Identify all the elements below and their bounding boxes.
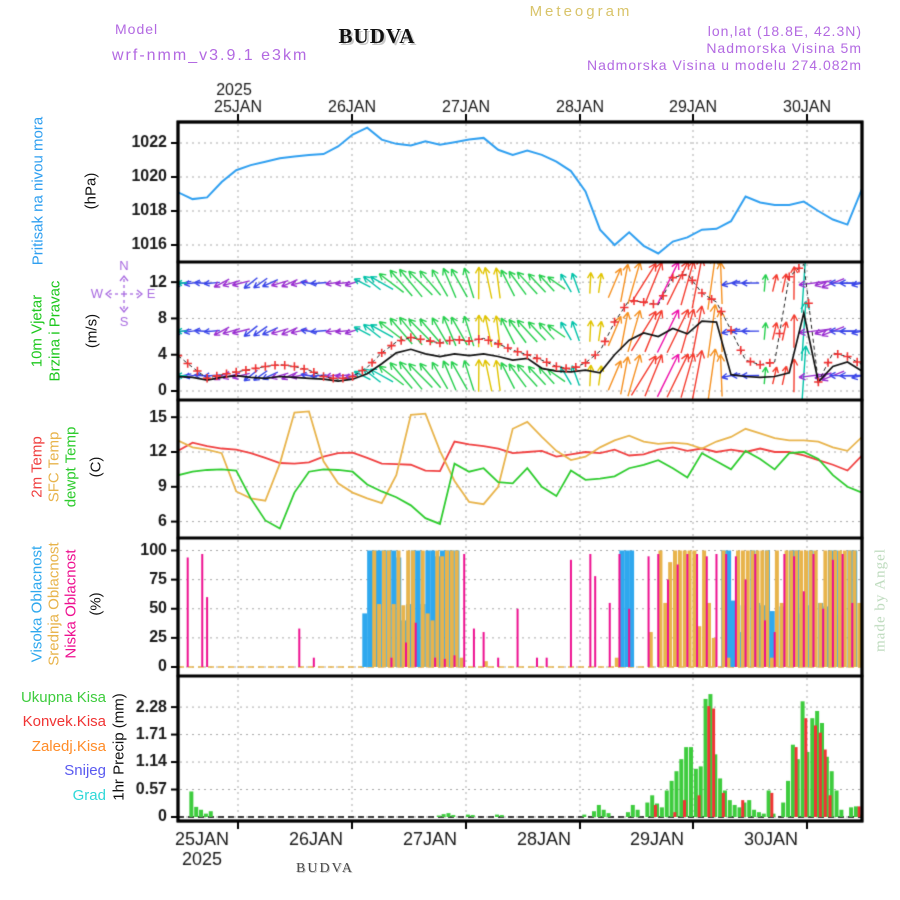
pressure-unit-label: (hPa) — [82, 172, 100, 210]
wind-axis-label-1: 10m Vjetar — [28, 294, 46, 368]
legend-snijeg: Snijeg — [64, 762, 106, 780]
elevation-text: Nadmorska Visina 5m — [706, 40, 862, 56]
precip-unit-label: 1hr Precip (mm) — [110, 693, 128, 801]
legend-ukupna-kisa: Ukupna Kisa — [20, 689, 106, 706]
page-title: Meteogram — [529, 3, 633, 20]
temp-2m-label: 2m Temp — [28, 436, 46, 498]
watermark: made by Angel — [872, 548, 889, 652]
bottom-caption: BUDVA — [296, 861, 354, 876]
temp-unit-label: (C) — [87, 456, 105, 478]
model-elevation-text: Nadmorska Visina u modelu 274.082m — [587, 57, 862, 73]
precip-legend — [0, 686, 106, 808]
model-name: wrf-nmm_v3.9.1 e3km — [112, 47, 309, 64]
model-label: Model — [115, 21, 159, 37]
temp-sfc-label: SFC Temp — [45, 431, 63, 503]
cloud-unit-label: (%) — [87, 592, 105, 616]
wind-unit-label: (m/s) — [83, 313, 101, 349]
wind-axis-label-2: Brzina i Pravac — [46, 280, 64, 382]
temp-dewpt-label: dewpt Temp — [62, 426, 80, 508]
location-meta — [587, 23, 862, 74]
cloud-high-label: Visoka Oblacnost — [28, 545, 46, 663]
lonlat-text: lon,lat (18.8E, 42.3N) — [707, 23, 862, 39]
legend-zaledj-kisa: Zaledj.Kisa — [31, 737, 106, 755]
cloud-low-label: Niska Oblacnost — [62, 549, 80, 659]
station-title: BUDVA — [338, 24, 416, 48]
legend-grad: Grad — [72, 786, 106, 804]
cloud-mid-label: Srednja Oblacnost — [45, 542, 63, 666]
legend-konvek-kisa: Konvek.Kisa — [22, 713, 106, 731]
pressure-axis-label: Pritisak na nivou mora — [29, 116, 47, 266]
